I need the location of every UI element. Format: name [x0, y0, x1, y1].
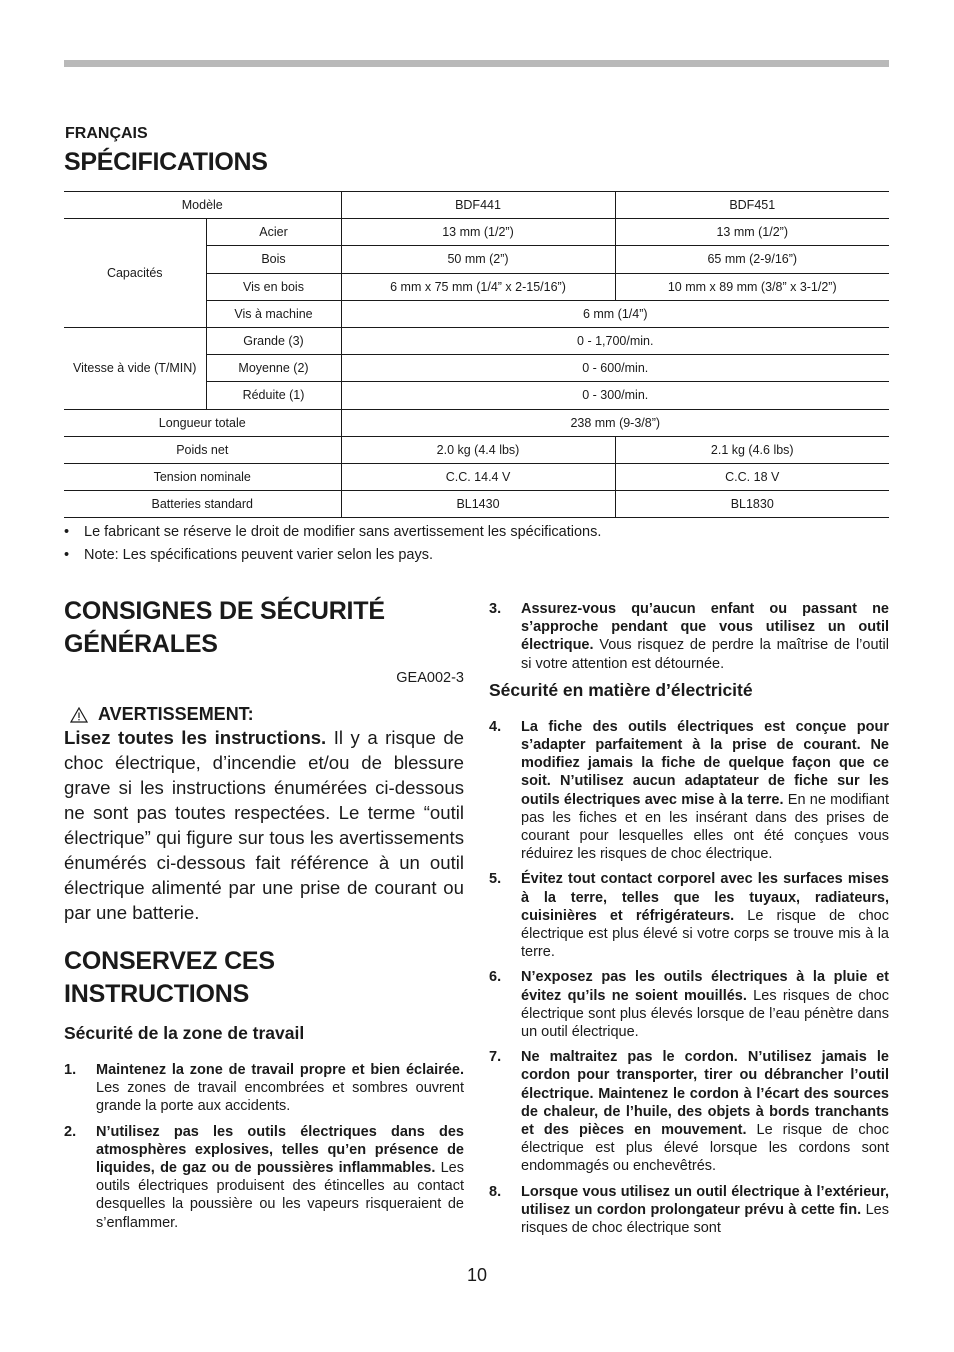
item-text: En ne modifiant pas les fiches et en les insérant dans des prises de courant pour lesquelles elles ont été conçues vous réduirez les risques de choc électrique.: [521, 791, 889, 863]
section-title: [64, 945, 464, 1011]
item-text: Le risque de choc électrique est plus élevé lorsque les cordons sont endommagés ou enchevêtrés.: [521, 1122, 889, 1175]
item-text: Les outils électriques produisent des étincelles au contact desquelles la poussière ou les vapeurs risqueraient de s’enflammer.: [96, 1160, 464, 1231]
subsection-title: Sécurité en matière d’électricité: [489, 679, 753, 700]
section-title-line: INSTRUCTIONS: [64, 980, 250, 1008]
table-cell: 50 mm (2”): [341, 246, 615, 273]
section-title-line: CONSERVEZ CES: [64, 947, 275, 975]
table-cell: Vis à machine: [206, 300, 341, 327]
table-cell: BDF441: [341, 192, 615, 219]
warning-body: Il y a risque de choc électrique, d’incendie et/ou de blessure grave si les instructions énumérées ci-dessous ne sont pas toutes respectées. Le terme “outil électrique” qui figure sur tous les avertissements énumérés ci-dessous fait référence à un outil électrique alimenté par une prise de courant ou par une batterie.: [64, 727, 464, 923]
top-rule: [64, 60, 889, 67]
item-number: 2.: [64, 1123, 77, 1140]
table-row: [64, 327, 889, 354]
table-row: [64, 463, 889, 490]
list-item: [489, 1048, 889, 1175]
list-item: [489, 1183, 889, 1238]
table-cell: 2.1 kg (4.6 lbs): [615, 436, 889, 463]
table-cell: Batteries standard: [64, 491, 341, 518]
table-cell: Modèle: [64, 192, 341, 219]
list-item: [64, 1123, 464, 1232]
warning-heading: [64, 704, 464, 725]
table-cell: 6 mm x 75 mm (1/4” x 2-15/16”): [341, 273, 615, 300]
item-bold: N’exposez pas les outils électriques à la pluie et évitez qu’ils ne soient mouillés.: [521, 969, 889, 1004]
language-label: FRANÇAIS: [65, 125, 148, 142]
list-item: • Note: Les spécifications peuvent varier selon les pays.: [64, 546, 889, 569]
list-item: [489, 600, 889, 673]
table-row: [64, 409, 889, 436]
table-cell: 238 mm (9-3/8”): [341, 409, 889, 436]
page-number: 10: [466, 1265, 488, 1285]
spec-table: [64, 191, 889, 518]
safety-list: [489, 600, 889, 673]
table-row: [64, 219, 889, 246]
item-bold: Évitez tout contact corporel avec les surfaces mises à la terre, telles que les tuyaux, radiateurs, cuisinières et réfrigérateurs.: [521, 871, 889, 924]
item-bold: La fiche des outils électriques est conçue pour s’adapter parfaitement à la prise de courant. Ne modifiez jamais la fiche de quelque façon que ce soit. N’utilisez aucun adaptateur de fiche sur les outils électriques avec mise à la terre.: [521, 718, 889, 808]
item-text: Les risques de choc électrique sont: [521, 1201, 889, 1237]
left-column: [64, 595, 464, 1239]
list-item: [489, 968, 889, 1041]
warning-label: AVERTISSEMENT:: [98, 704, 254, 724]
safety-list: [489, 718, 889, 1237]
warning-text: [64, 725, 464, 925]
item-bold: N’utilisez pas les outils électriques dans des atmosphères explosives, telles qu’en présence de liquides, de gaz ou de poussières inflammables.: [96, 1123, 464, 1177]
table-cell: C.C. 18 V: [615, 463, 889, 490]
table-cell: 13 mm (1/2”): [615, 219, 889, 246]
item-number: 6.: [489, 969, 502, 986]
table-cell: 13 mm (1/2”): [341, 219, 615, 246]
item-text: Le risque de choc électrique est plus élevé si votre corps se trouve mis à la terre.: [521, 907, 889, 961]
item-bold: Lorsque vous utilisez un outil électrique à l’extérieur, utilisez un cordon prolongateur prévu à cette fin.: [521, 1183, 889, 1218]
safety-list: [64, 1061, 464, 1232]
table-cell: Poids net: [64, 436, 341, 463]
item-number: 5.: [489, 871, 502, 888]
right-column: [489, 600, 889, 1244]
item-bold: Ne maltraitez pas le cordon. N’utilisez jamais le cordon pour transporter, tirer ou débrancher l’outil électrique. Maintenez le cordon à l’écart des sources de chaleur, de l’huile, des objets à bords tranchants et des pièces en mouvement.: [521, 1049, 889, 1139]
table-cell: 10 mm x 89 mm (3/8” x 3-1/2”): [615, 273, 889, 300]
section-title-line: GÉNÉRALES: [64, 630, 218, 658]
table-cell: Capacités: [64, 219, 206, 328]
table-cell: 0 - 1,700/min.: [341, 327, 889, 354]
item-bold: Assurez-vous qu’aucun enfant ou passant ne s’approche pendant que vous utilisez un outil électrique.: [521, 601, 889, 654]
table-cell: Vitesse à vide (T/MIN): [64, 327, 206, 409]
table-cell: BL1430: [341, 491, 615, 518]
table-cell: 0 - 300/min.: [341, 382, 889, 409]
list-item: [64, 1061, 464, 1116]
table-cell: Réduite (1): [206, 382, 341, 409]
item-number: 4.: [489, 718, 502, 735]
table-cell: 0 - 600/min.: [341, 355, 889, 382]
spec-notes: [64, 523, 889, 569]
table-cell: Longueur totale: [64, 409, 341, 436]
item-text: Les zones de travail encombrées et sombres ouvrent grande la porte aux accidents.: [96, 1080, 464, 1115]
list-item: • Le fabricant se réserve le droit de modifier sans avertissement les spécifications.: [64, 523, 889, 546]
table-cell: 65 mm (2-9/16”): [615, 246, 889, 273]
item-text: Les risques de choc électrique sont plus élevés lorsque de l’eau pénètre dans un outil électrique.: [521, 987, 889, 1041]
item-number: 7.: [489, 1049, 502, 1066]
table-row: [64, 491, 889, 518]
list-item: [489, 718, 889, 864]
list-item: [489, 870, 889, 961]
table-row: [64, 192, 889, 219]
table-cell: C.C. 14.4 V: [341, 463, 615, 490]
page-title: SPÉCIFICATIONS: [64, 148, 268, 176]
section-title: [64, 595, 464, 661]
table-cell: Vis en bois: [206, 273, 341, 300]
table-cell: Grande (3): [206, 327, 341, 354]
item-number: 1.: [64, 1062, 77, 1078]
table-cell: Moyenne (2): [206, 355, 341, 382]
table-cell: Tension nominale: [64, 463, 341, 490]
table-row: [64, 436, 889, 463]
table-cell: 2.0 kg (4.4 lbs): [341, 436, 615, 463]
item-bold: Maintenez la zone de travail propre et bien éclairée.: [96, 1062, 464, 1078]
table-cell: 6 mm (1/4”): [341, 300, 889, 327]
table-cell: BDF451: [615, 192, 889, 219]
table-cell: Acier: [206, 219, 341, 246]
document-code: GEA002-3: [396, 670, 464, 686]
warning-lead: Lisez toutes les instructions.: [64, 727, 327, 748]
item-text: Vous risquez de perdre la maîtrise de l’outil si votre attention est détournée.: [521, 637, 889, 672]
section-title-line: CONSIGNES DE SÉCURITÉ: [64, 597, 385, 625]
item-number: 3.: [489, 601, 502, 617]
item-number: 8.: [489, 1183, 502, 1200]
table-cell: Bois: [206, 246, 341, 273]
subsection-title: Sécurité de la zone de travail: [64, 1023, 305, 1043]
warning-triangle-icon: [70, 707, 88, 723]
table-cell: BL1830: [615, 491, 889, 518]
